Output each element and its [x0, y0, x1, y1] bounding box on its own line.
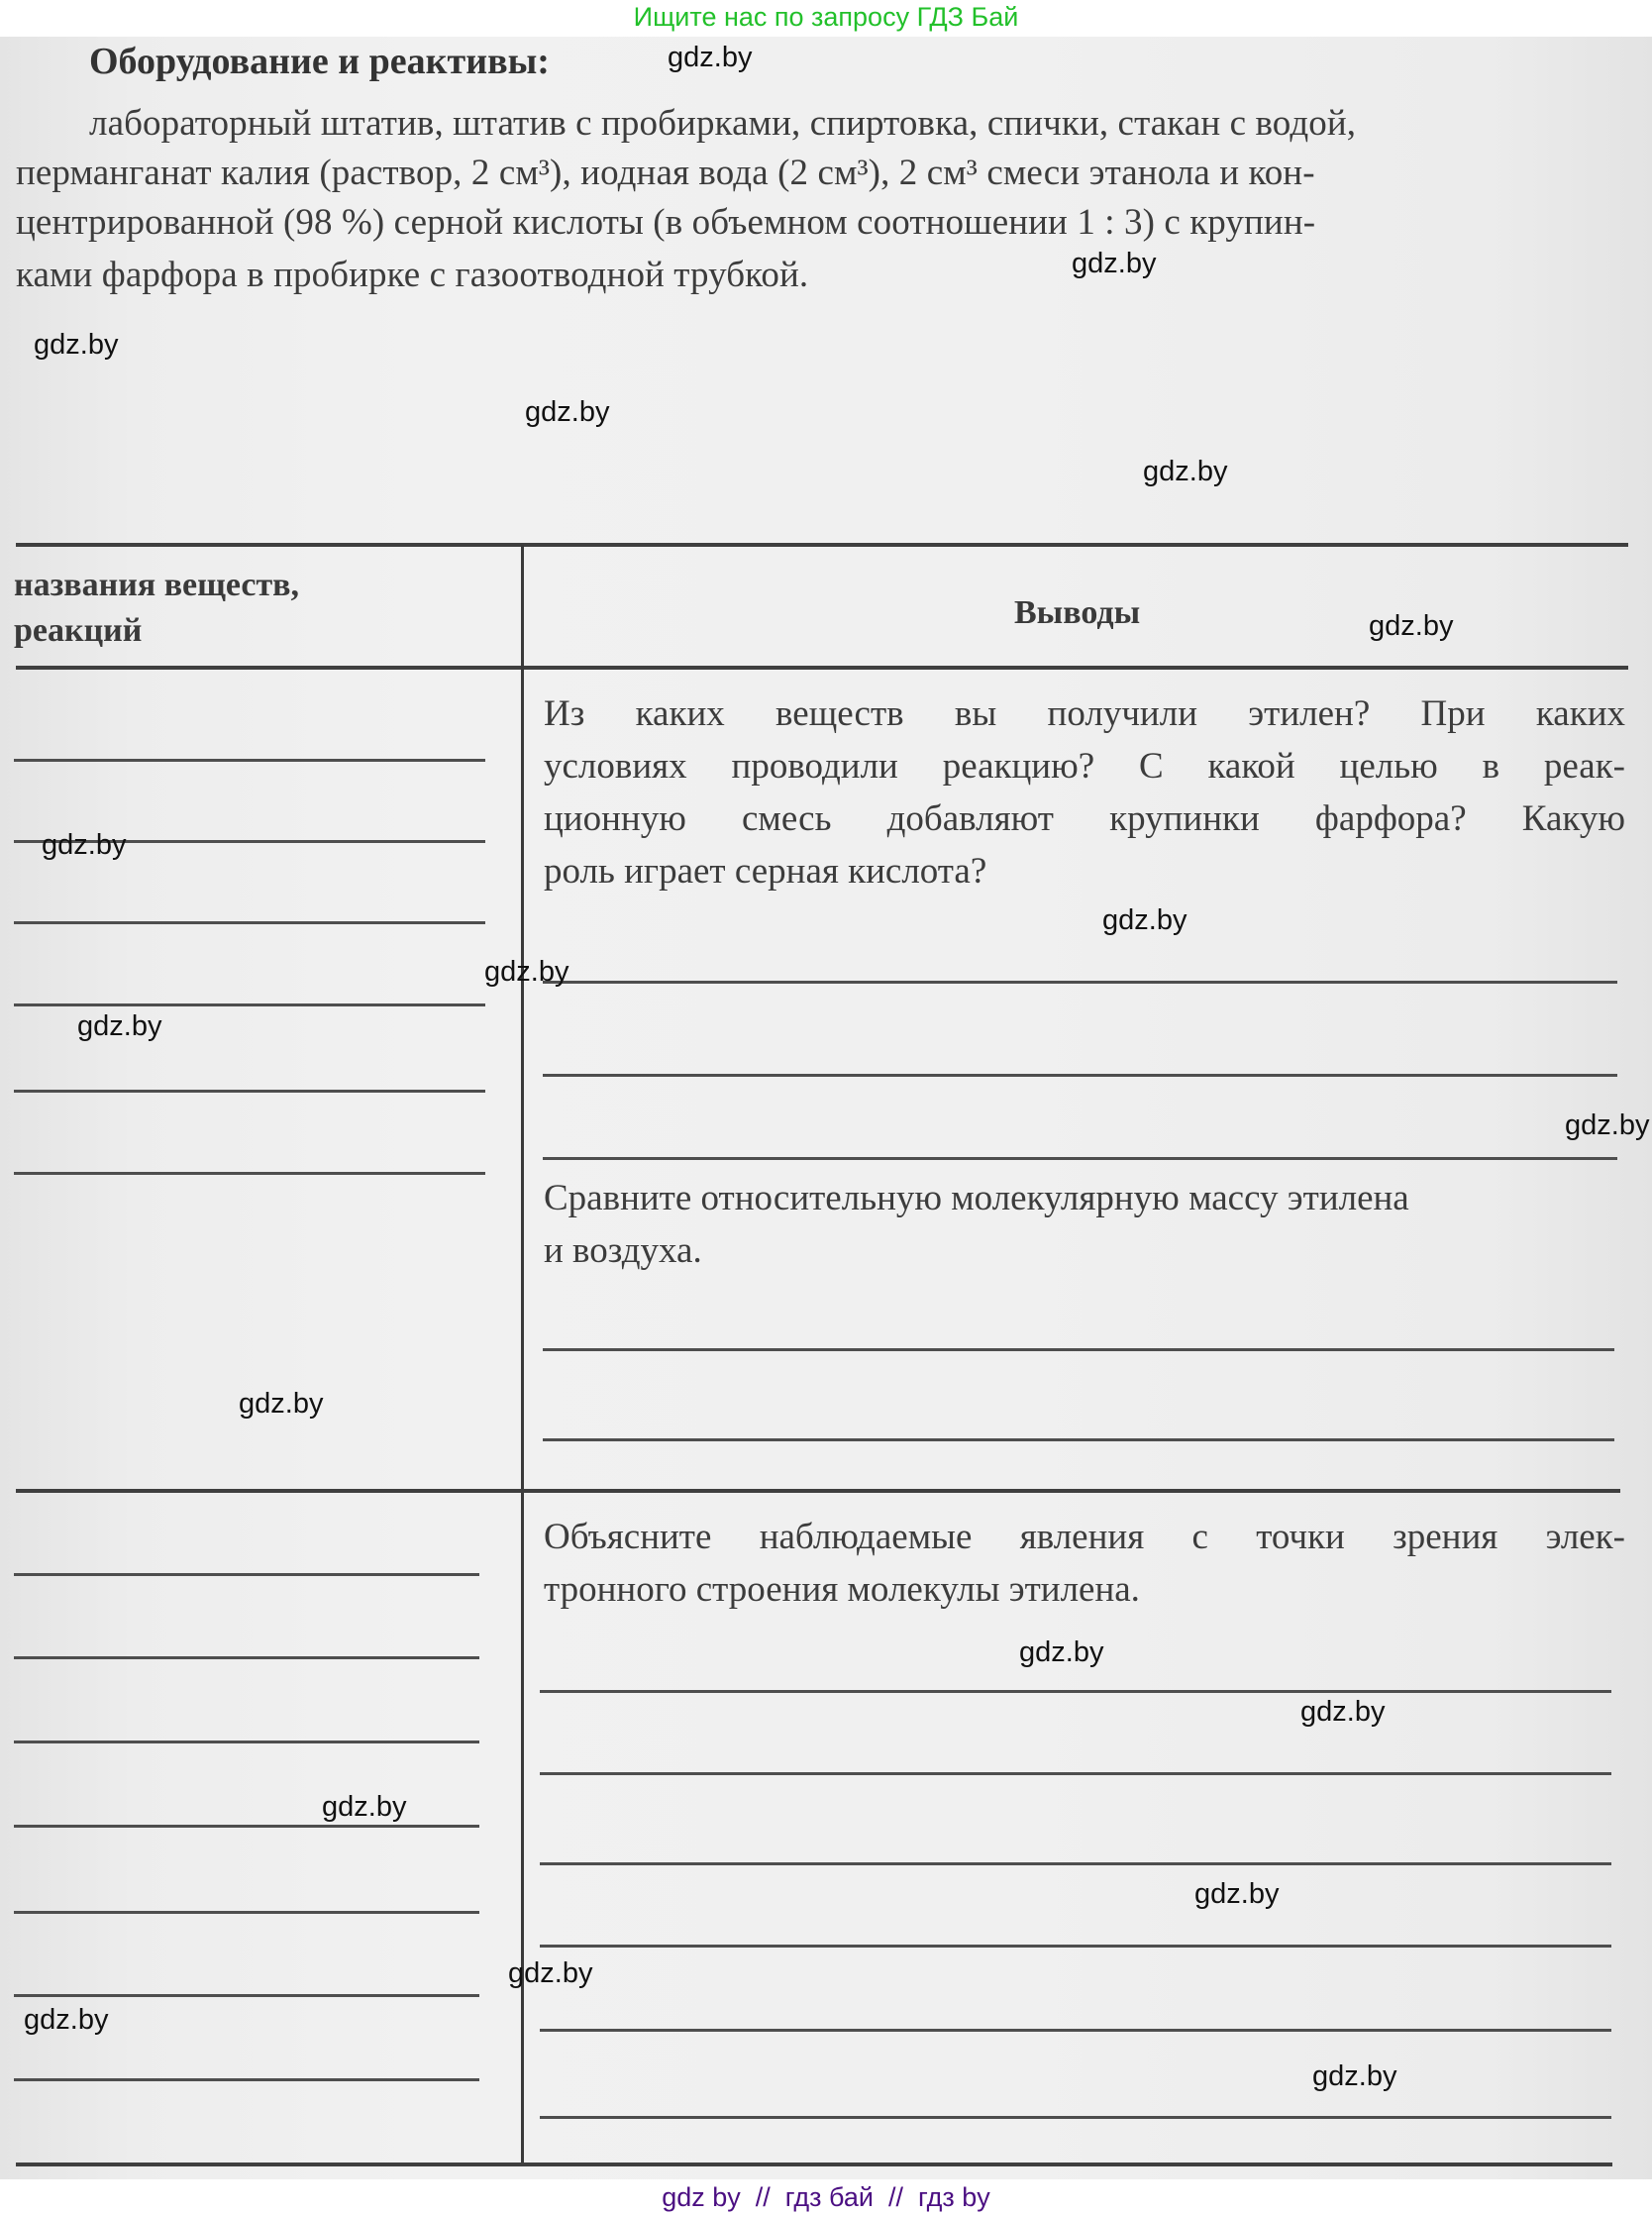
watermark: gdz.by — [508, 1957, 593, 1989]
footer-banner — [0, 2179, 1652, 2215]
left-answer-line[interactable] — [14, 1003, 485, 1006]
watermark: gdz.by — [1019, 1636, 1104, 1668]
left-answer-line[interactable] — [14, 1994, 479, 1997]
workbook-page — [0, 37, 1652, 2179]
row-2-question — [544, 1172, 1625, 1277]
watermark: gdz.by — [239, 1388, 324, 1420]
left-answer-line[interactable] — [14, 1090, 485, 1093]
top-banner — [0, 0, 1652, 37]
watermark: gdz.by — [1369, 610, 1454, 642]
equipment-line-3: центрированной (98 %) серной кислоты (в объемном соотношении 1 : 3) с крупин- — [16, 202, 1316, 243]
watermark: gdz.by — [525, 396, 610, 428]
header-right: Выводы — [1014, 594, 1141, 631]
left-answer-line[interactable] — [14, 2078, 479, 2081]
watermark: gdz.by — [42, 829, 127, 861]
row-1-question — [544, 687, 1625, 897]
watermark: gdz.by — [1072, 248, 1157, 279]
row-2-question-line: Сравните относительную молекулярную массу этилена — [544, 1178, 1409, 1218]
row-2-bottom-border — [16, 1489, 1620, 1493]
watermark: gdz.by — [1300, 1696, 1386, 1728]
row-1-question-line: Из каких веществ вы получили этилен? При каких — [544, 693, 1625, 734]
row-3-question — [544, 1511, 1625, 1616]
header-left-line-2: реакций — [14, 612, 143, 649]
left-answer-line[interactable] — [14, 1172, 485, 1175]
equipment-line-2: перманганат калия (раствор, 2 см³), иодная вода (2 см³), 2 см³ смеси этанола и кон- — [16, 153, 1315, 193]
watermark: gdz.by — [24, 2004, 109, 2036]
equipment-line-1: лабораторный штатив, штатив с пробирками, спиртовка, спички, стакан с водой, — [89, 103, 1357, 144]
left-answer-line[interactable] — [14, 1573, 479, 1576]
answer-line[interactable] — [543, 1074, 1617, 1077]
watermark: gdz.by — [1194, 1878, 1280, 1910]
left-answer-line[interactable] — [14, 921, 485, 924]
header-left — [14, 563, 299, 654]
watermark: gdz.by — [1102, 904, 1187, 936]
watermark: gdz.by — [668, 42, 753, 73]
left-answer-line[interactable] — [14, 1656, 479, 1659]
left-answer-line[interactable] — [14, 759, 485, 762]
equipment-heading: Оборудование и реактивы: — [89, 41, 550, 82]
answer-line[interactable] — [540, 2029, 1611, 2032]
equipment-line-4: ками фарфора в пробирке с газоотводной трубкой. — [16, 255, 809, 295]
row-1-question-line: роль играет серная кислота? — [544, 851, 987, 892]
footer-text: gdz by // гдз бай // гдз by — [662, 2182, 990, 2212]
answer-line[interactable] — [540, 1690, 1611, 1693]
row-2-question-line: и воздуха. — [544, 1230, 702, 1271]
watermark: gdz.by — [322, 1791, 407, 1823]
row-1-question-line: условиях проводили реакцию? С какой целью в реак- — [544, 746, 1625, 787]
answer-line[interactable] — [540, 1772, 1611, 1775]
answer-line[interactable] — [540, 1862, 1611, 1865]
table-bottom-border — [16, 2162, 1612, 2166]
answer-line[interactable] — [543, 1438, 1614, 1441]
watermark: gdz.by — [34, 329, 119, 361]
row-1-question-line: ционную смесь добавляют крупинки фарфора? Какую — [544, 798, 1625, 839]
row-3-question-line: Объясните наблюдаемые явления с точки зрения элек- — [544, 1517, 1625, 1557]
watermark: gdz.by — [484, 956, 569, 988]
answer-line[interactable] — [540, 2116, 1611, 2119]
answer-line[interactable] — [540, 1945, 1611, 1948]
watermark: gdz.by — [1565, 1109, 1650, 1141]
left-answer-line[interactable] — [14, 1740, 479, 1743]
header-bottom-border — [16, 666, 1628, 670]
row-3-question-line: тронного строения молекулы этилена. — [544, 1569, 1140, 1610]
banner-text: Ищите нас по запросу ГДЗ Бай — [633, 2, 1019, 32]
watermark: gdz.by — [1143, 456, 1228, 487]
left-answer-line[interactable] — [14, 1825, 479, 1828]
answer-line[interactable] — [543, 981, 1617, 984]
left-answer-line[interactable] — [14, 1911, 479, 1914]
watermark: gdz.by — [1312, 2060, 1397, 2092]
column-divider — [521, 545, 524, 2165]
answer-line[interactable] — [543, 1348, 1614, 1351]
answer-line[interactable] — [543, 1157, 1617, 1160]
watermark: gdz.by — [77, 1010, 162, 1042]
header-left-line-1: названия веществ, — [14, 567, 300, 603]
table-top-border — [16, 543, 1628, 547]
